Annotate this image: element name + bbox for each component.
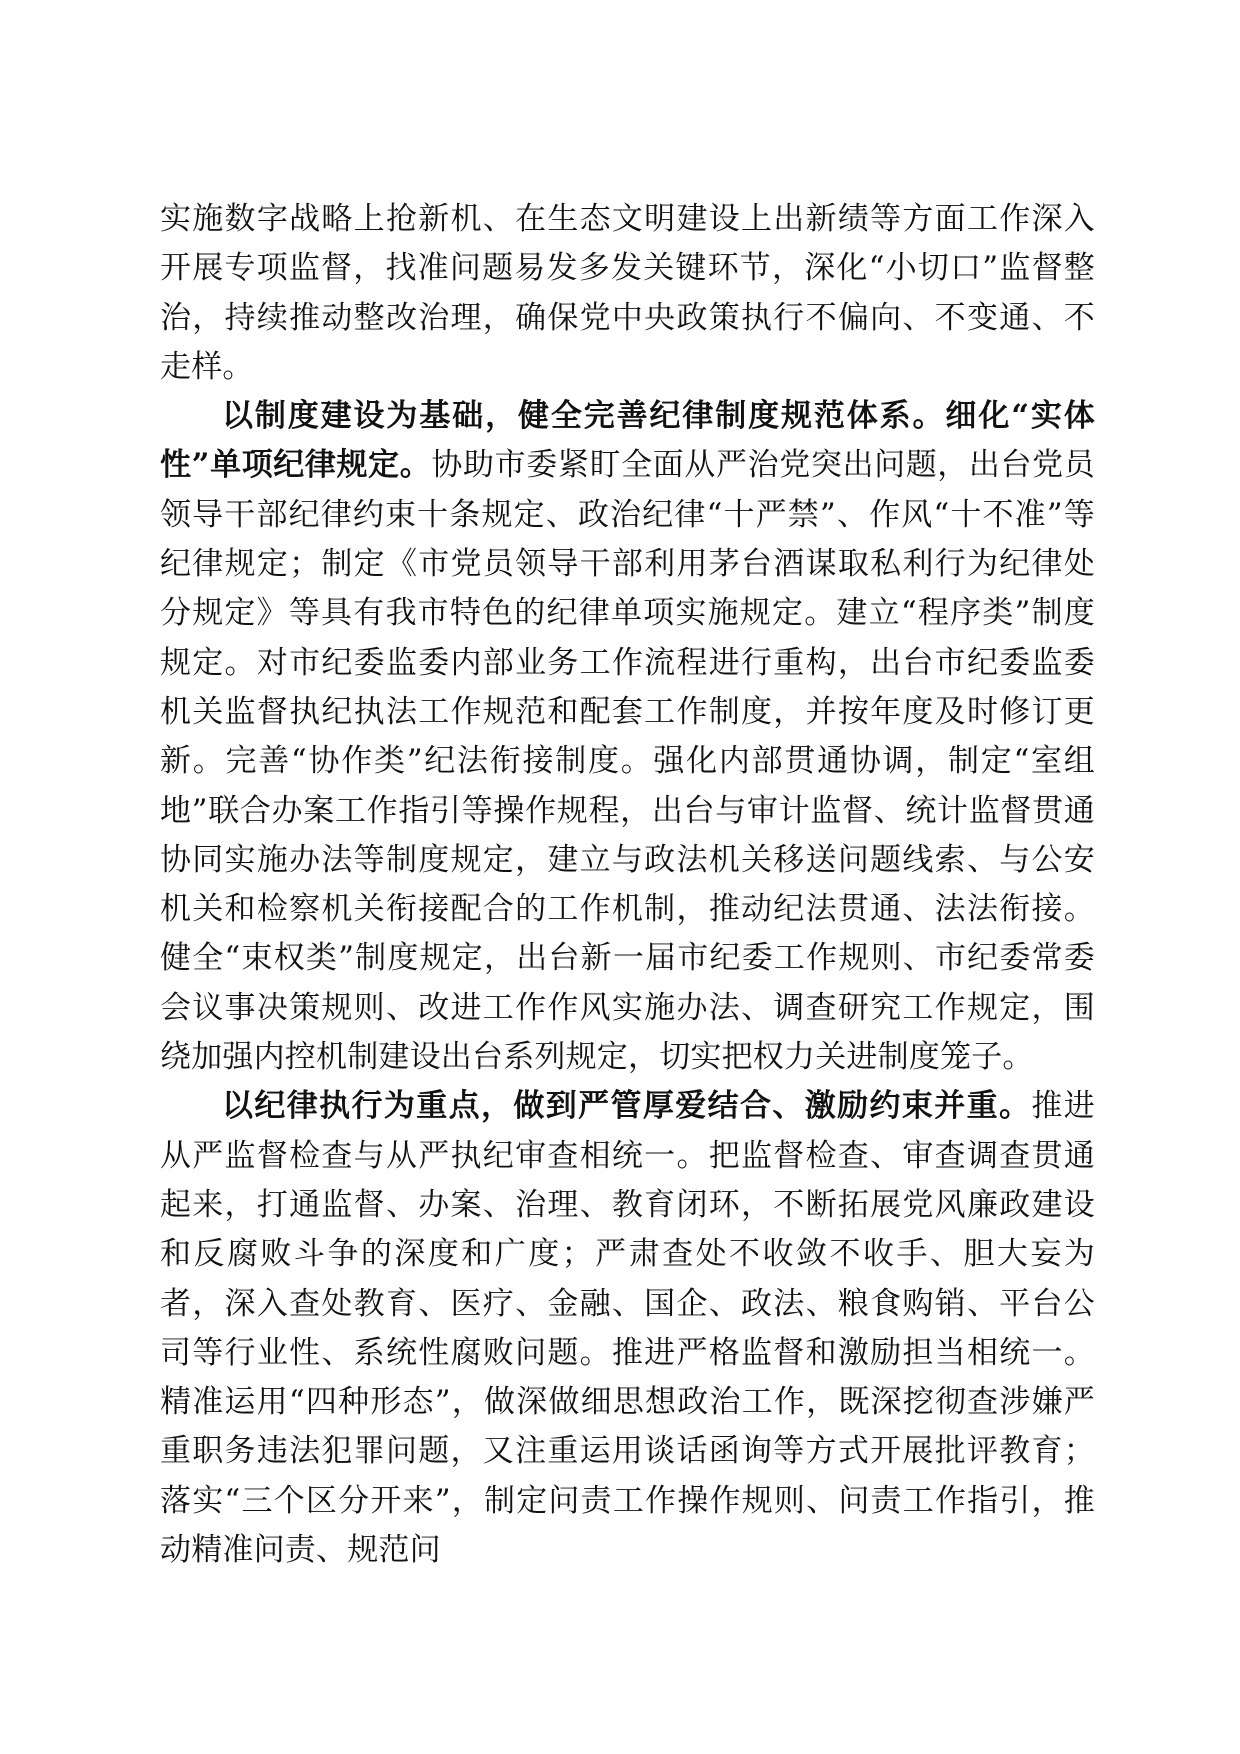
paragraph-continuation [160, 195, 1095, 392]
paragraph-discipline-system [160, 392, 1095, 1082]
paragraph-text: 协助市委紧盯全面从严治党突出问题，出台党员领导干部纪律约束十条规定、政治纪律“十严禁”、作风“十不准”等纪律规定；制定《市党员领导干部利用茅台酒谋取私利行为纪律处分规定》等具有我市特色的纪律单项实施规定。建立“程序类”制度规定。对市纪委监委内部业务工作流程进行重构，出台市纪委监委机关监督执纪执法工作规范和配套工作制度，并按年度及时修订更新。完善“协作类”纪法衔接制度。强化内部贯通协调，制定“室组地”联合办案工作指引等操作规程，出台与审计监督、统计监督贯通协同实施办法等制度规定，建立与政法机关移送问题线索、与公安机关和检察机关衔接配合的工作机制，推动纪法贯通、法法衔接。健全“束权类”制度规定，出台新一届市纪委工作规则、市纪委常委会议事决策规则、改进工作作风实施办法、调查研究工作规定，围绕加强内控机制建设出台系列规定，切实把权力关进制度笼子。 [160, 447, 1095, 1076]
document-page [160, 195, 1095, 1575]
paragraph-text: 推进从严监督检查与从严执纪审查相统一。把监督检查、审查调查贯通起来，打通监督、办案、治理、教育闭环，不断拓展党风廉政建设和反腐败斗争的深度和广度；严肃查处不收敛不收手、胆大妄为者，深入查处教育、医疗、金融、国企、政法、粮食购销、平台公司等行业性、系统性腐败问题。推进严格监督和激励担当相统一。精准运用“四种形态”，做深做细思想政治工作，既深挖彻查涉嫌严重职务违法犯罪问题，又注重运用谈话函询等方式开展批评教育；落实“三个区分开来”，制定问责工作操作规则、问责工作指引，推动精准问责、规范问 [160, 1088, 1095, 1569]
paragraph-bold-heading: 以纪律执行为重点，做到严管厚爱结合、激励约束并重。 [222, 1088, 1032, 1125]
paragraph-text: 实施数字战略上抢新机、在生态文明建设上出新绩等方面工作深入开展专项监督，找准问题易发多发关键环节，深化“小切口”监督整治，持续推动整改治理，确保党中央政策执行不偏向、不变通、不走样。 [160, 201, 1095, 385]
paragraph-discipline-enforcement [160, 1082, 1095, 1575]
paragraph-bold-heading: 以制度建设为基础，健全完善纪律制度规范体系。细化“实体性”单项纪律规定。 [160, 398, 1095, 484]
